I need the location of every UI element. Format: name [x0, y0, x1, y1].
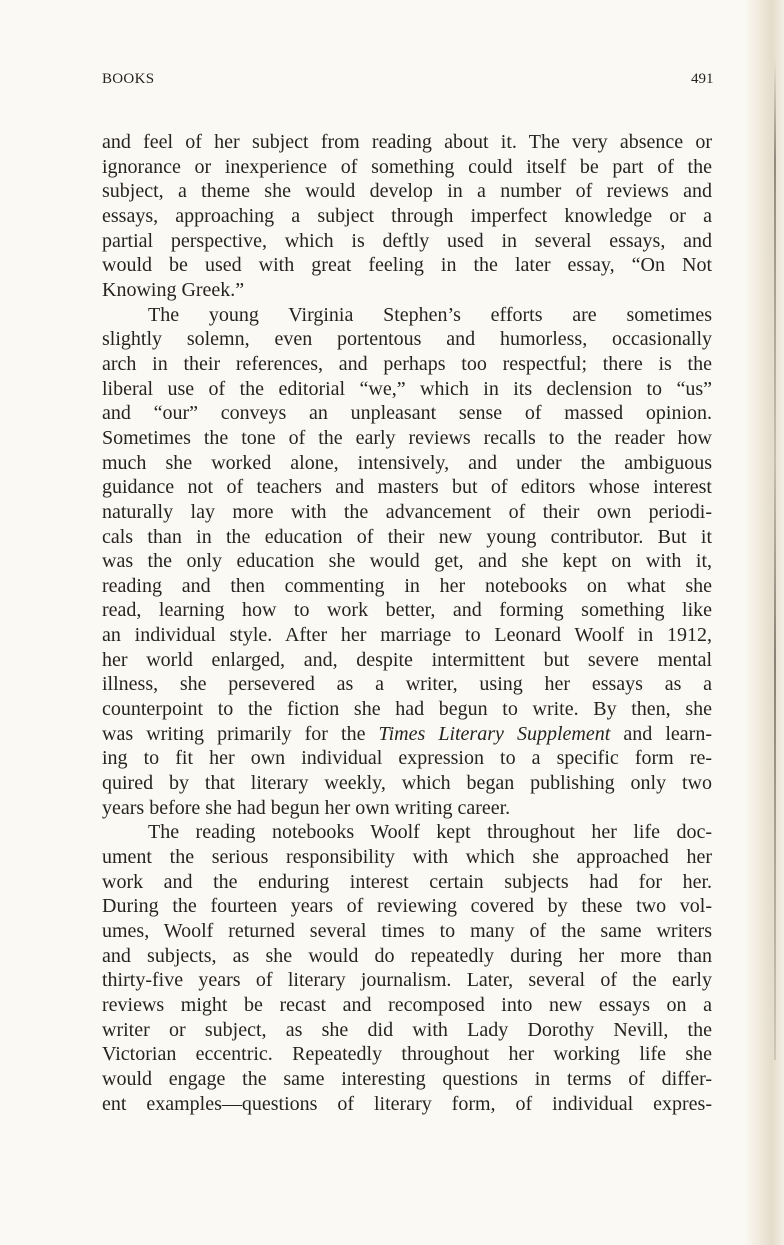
page-gutter-line [774, 60, 776, 1060]
text-segment: illness, she persevered as a writer, using her essays as a [102, 673, 712, 696]
text-line [102, 894, 712, 919]
text-segment: would be used with great feeling in the later essay, “On Not [102, 254, 712, 277]
text-segment: work and the enduring interest certain subjects had for her. [102, 870, 712, 893]
text-line [102, 327, 712, 352]
body-text [102, 130, 712, 1116]
text-segment: The young Virginia Stephen’s efforts are sometimes [148, 303, 712, 326]
text-segment: liberal use of the editorial “we,” which in its declension to “us” [102, 377, 712, 400]
text-segment: her world enlarged, and, despite intermittent but severe mental [102, 648, 712, 671]
text-line [102, 870, 712, 895]
text-segment: and “our” conveys an unpleasant sense of massed opinion. [102, 402, 712, 425]
text-line [102, 525, 712, 550]
text-segment: During the fourteen years of reviewing covered by these two vol- [102, 895, 712, 918]
text-line [102, 598, 712, 623]
paragraph [102, 820, 712, 1116]
text-line [102, 130, 712, 155]
text-segment: was writing primarily for the [102, 722, 379, 745]
text-segment: years before she had begun her own writing career. [102, 796, 511, 819]
text-line [102, 278, 712, 303]
text-line [102, 475, 712, 500]
text-segment: The reading notebooks Woolf kept throughout her life doc- [148, 821, 712, 844]
text-segment: counterpoint to the fiction she had begun to write. By then, she [102, 698, 712, 721]
text-line [102, 968, 712, 993]
text-line [102, 1042, 712, 1067]
italic-title: Times Literary Supplement [378, 722, 611, 745]
text-segment: Sometimes the tone of the early reviews recalls to the reader how [102, 426, 712, 449]
page-number: 491 [691, 71, 714, 87]
text-segment: Knowing Greek.” [102, 278, 245, 301]
text-segment: much she worked alone, intensively, and under the ambiguous [102, 451, 712, 474]
text-segment: and learn- [610, 722, 712, 745]
text-segment: umes, Woolf returned several times to many of the same writers [102, 920, 712, 942]
text-line [102, 426, 712, 451]
text-line [102, 204, 712, 229]
paragraph [102, 303, 712, 821]
running-head: BOOKS [102, 71, 155, 87]
text-line [102, 451, 712, 476]
text-line [102, 401, 712, 426]
text-segment: thirty-five years of literary journalism. Later, several of the early [102, 969, 712, 992]
text-line [102, 1067, 712, 1092]
text-segment: essays, approaching a subject through imperfect knowledge or a [102, 204, 712, 227]
page-edge-shadow [744, 0, 784, 1245]
text-line [102, 672, 712, 697]
text-line [102, 229, 712, 254]
text-line [102, 820, 712, 845]
text-line [102, 377, 712, 402]
text-segment: ignorance or inexperience of something could itself be part of the [102, 155, 712, 178]
paragraph [102, 130, 712, 303]
text-segment: cals than in the education of their new young contributor. But it [102, 525, 712, 548]
text-segment: ing to fit her own individual expression to a specific form re- [102, 747, 712, 770]
text-line [102, 722, 712, 747]
text-line [102, 574, 712, 599]
text-line [102, 993, 712, 1018]
text-line [102, 746, 712, 771]
text-segment: writer or subject, as she did with Lady Dorothy Nevill, the [102, 1018, 712, 1041]
text-segment: an individual style. After her marriage to Leonard Woolf in 1912, [102, 624, 712, 647]
text-segment: ument the serious responsibility with which she approached her [102, 846, 712, 869]
text-segment: naturally lay more with the advancement of their own periodi- [102, 500, 712, 523]
text-line [102, 253, 712, 278]
text-line [102, 500, 712, 525]
text-line [102, 648, 712, 673]
text-line [102, 944, 712, 969]
text-segment: partial perspective, which is deftly used in several essays, and [102, 229, 712, 252]
text-line [102, 179, 712, 204]
text-line [102, 771, 712, 796]
text-segment: read, learning how to work better, and forming something like [102, 599, 712, 622]
text-segment: reviews might be recast and recomposed into new essays on a [102, 993, 712, 1016]
text-line [102, 796, 712, 821]
text-segment: slightly solemn, even portentous and humorless, occasionally [102, 328, 712, 351]
text-line [102, 303, 712, 328]
text-segment: Victorian eccentric. Repeatedly throughout her working life she [102, 1043, 712, 1066]
text-segment: quired by that literary weekly, which began publishing only two [102, 772, 712, 795]
text-segment: and subjects, as she would do repeatedly during her more than [102, 944, 712, 967]
text-line [102, 1092, 712, 1117]
text-segment: reading and then commenting in her notebooks on what she [102, 574, 712, 597]
text-segment: guidance not of teachers and masters but of editors whose interest [102, 476, 712, 499]
text-line [102, 549, 712, 574]
text-line [102, 1018, 712, 1043]
text-line [102, 623, 712, 648]
text-segment: arch in their references, and perhaps too respectful; there is the [102, 352, 712, 375]
text-line [102, 155, 712, 180]
text-segment: would engage the same interesting questions in terms of differ- [102, 1067, 712, 1090]
text-segment: was the only education she would get, and she kept on with it, [102, 550, 712, 573]
text-line [102, 919, 712, 944]
text-segment: and feel of her subject from reading about it. The very absence or [102, 131, 712, 153]
text-line [102, 697, 712, 722]
text-line [102, 352, 712, 377]
text-line [102, 845, 712, 870]
text-segment: subject, a theme she would develop in a number of reviews and [102, 180, 712, 203]
text-segment: ent examples—questions of literary form, of individual expres- [102, 1092, 712, 1115]
